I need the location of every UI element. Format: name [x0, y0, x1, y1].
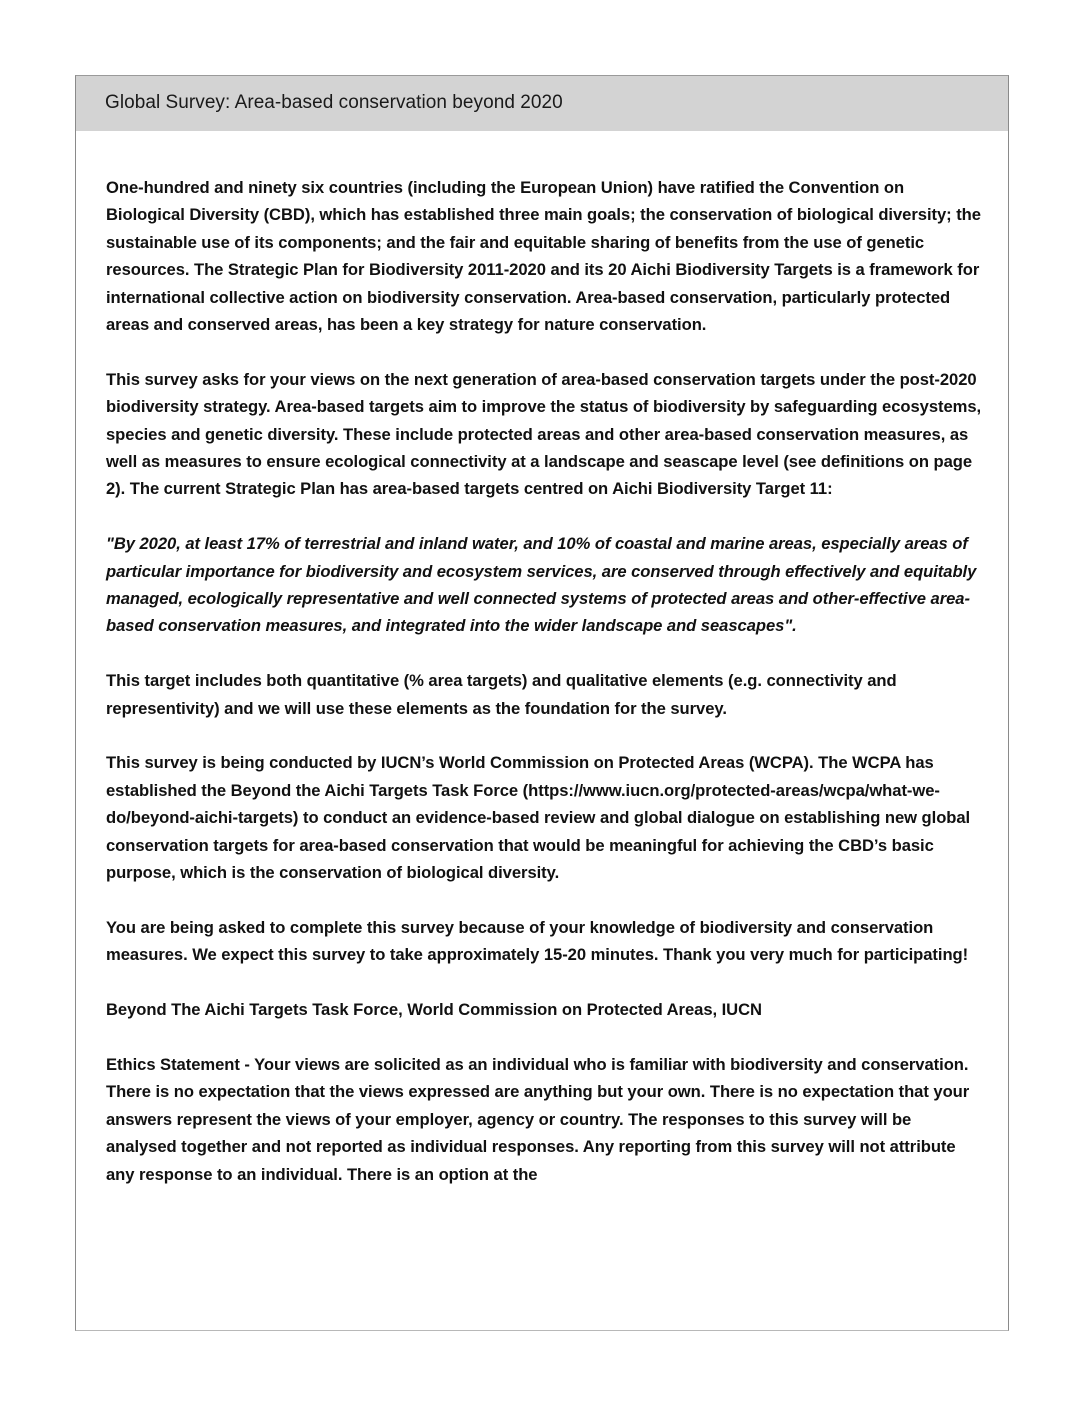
survey-purpose-paragraph: This survey asks for your views on the next generation of area-based conservation targets under the post-2020 biodiversity strategy. Area-based targets aim to improve the status of biodiversity by safeguarding ecosystems, species and genetic diversity. These include protected areas and other area-based conservation measures, as well as measures to ensure ecological connectivity at a landscape and seascape level (see definitions on page 2). The current Strategic Plan has area-based targets centred on Aichi Biodiversity Target 11: [106, 369, 982, 499]
survey-intro-content [106, 174, 986, 1215]
intro-paragraph: One-hundred and ninety six countries (including the European Union) have ratified the Convention on Biological Diversity (CBD), which has established three main goals; the conservation of biological diversity; the sustainable use of its components; and the fair and equitable sharing of benefits from the use of genetic resources. The Strategic Plan for Biodiversity 2011-2020 and its 20 Aichi Biodiversity Targets is a framework for international collective action on biodiversity conservation. Area-based conservation, particularly protected areas and conserved areas, has been a key strategy for nature conservation. [106, 178, 981, 335]
survey-page-frame [75, 75, 1009, 1331]
target-11-quote: "By 2020, at least 17% of terrestrial and inland water, and 10% of coastal and marine areas, especially areas of particular importance for biodiversity and ecosystem services, are conserved through effectively and equitably managed, ecologically representative and well connected systems of protected areas and other-effective area-based conservation measures, and integrated into the wider landscape and seascapes". [106, 534, 977, 636]
ethics-statement: Ethics Statement - Your views are solicited as an individual who is familiar with biodiversity and conservation. There is no expectation that the views expressed are anything but your own. There is no expectation that your answers represent the views of your employer, agency or country. The responses to this survey will be analysed together and not reported as individual responses. Any reporting from this survey will not attribute any response to an individual. There is an option at the [106, 1054, 970, 1184]
survey-title: Global Survey: Area-based conservation beyond 2020 [105, 92, 563, 113]
signature-line: Beyond The Aichi Targets Task Force, World Commission on Protected Areas, IUCN [106, 1000, 762, 1020]
conducted-by-paragraph: This survey is being conducted by IUCN’s World Commission on Protected Areas (WCPA). The WCPA has established the Beyond the Aichi Targets Task Force (https://www.iucn.org/protected-areas/wcpa/what-we-do/beyond-aichi-targets) to conduct an evidence-based review and global dialogue on establishing new global conservation targets for area-based conservation that would be meaningful for achieving the CBD’s basic purpose, which is the conservation of biological diversity. [106, 753, 971, 883]
why-asked-paragraph: You are being asked to complete this survey because of your knowledge of biodiversity and conservation measures. We expect this survey to take approximately 15-20 minutes. Thank you very much for participating! [106, 917, 969, 965]
survey-header-bar [76, 76, 1008, 131]
target-elements-paragraph: This target includes both quantitative (% area targets) and qualitative elements (e.g. connectivity and representivity) and we will use these elements as the foundation for the survey. [106, 671, 897, 718]
